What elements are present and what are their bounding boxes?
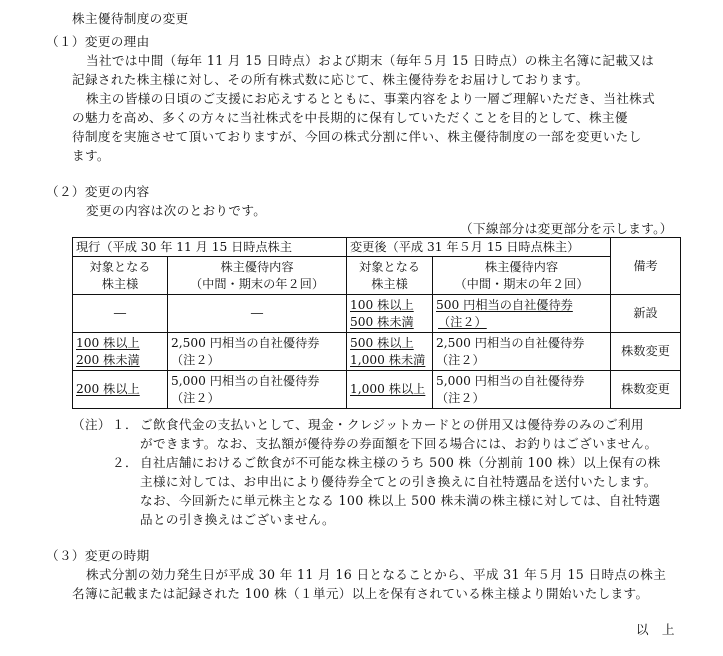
table-underline-note: （下線部分は変更部分を示します。） <box>460 221 673 236</box>
section3-line: 株式分割の効力発生日が平成 30 年 11 月 16 日となることから、平成 31 年５月 15 日時点の株主 <box>86 567 667 582</box>
table-row <box>73 295 681 333</box>
section1-paragraph-line: の魅力を高め、多くの方々に当社株式を中長期的に保有していただくことを目的として、株主優 <box>72 110 628 125</box>
cell-new-content: 5,000 円相当の自社優待券 （注２） <box>433 371 611 409</box>
cell-new-target: 500 株以上 1,000 株未満 <box>347 333 433 371</box>
col-header-target: 対象となる 株主様 <box>73 257 168 295</box>
col-header-target: 対象となる 株主様 <box>347 257 433 295</box>
section2-intro: 変更の内容は次のとおりです。 <box>86 203 267 218</box>
section1-paragraph-line: 待制度を実施させて頂いておりますが、今回の株式分割に伴い、株主優待制度の一部を変更いたし <box>72 129 642 144</box>
cell-remark: 株数変更 <box>611 371 681 409</box>
note-line: ご飲食代金の支払いとして、現金・クレジットカードとの併用又は優待券のみのご利用 <box>140 417 644 432</box>
cell-current-content: 5,000 円相当の自社優待券 （注２） <box>168 371 347 409</box>
col-header-content: 株主優待内容 （中間・期末の年２回） <box>433 257 611 295</box>
section1-paragraph-line: ます。 <box>72 148 110 163</box>
col-header-content: 株主優待内容 （中間・期末の年２回） <box>168 257 347 295</box>
remarks-header: 備考 <box>611 238 681 295</box>
table-row <box>73 333 681 371</box>
cell-new-content: 500 円相当の自社優待券 （注２） <box>433 295 611 333</box>
section3-line: 名簿に記載または記録された 100 株（１単元）以上を保有されている株主様より開始いたします。 <box>72 586 649 601</box>
cell-new-target: 1,000 株以上 <box>347 371 433 409</box>
cell-remark: 新設 <box>611 295 681 333</box>
cell-current-content: 2,500 円相当の自社優待券 （注２） <box>168 333 347 371</box>
cell-current-target: ― <box>73 295 168 333</box>
section3-heading: （３）変更の時期 <box>46 548 150 563</box>
section1-heading: （１）変更の理由 <box>46 34 150 49</box>
note-line: 自社店舗におけるご飲食が不可能な株主様のうち 500 株（分割前 100 株）以上保有の株 <box>140 455 661 470</box>
note-number: １． <box>112 417 138 432</box>
section1-paragraph-line: 記録された株主様に対し、その所有株式数に応じて、株主優待券をお届けしております。 <box>72 72 589 87</box>
section1-paragraph-line: 当社では中間（毎年 11 月 15 日時点）および期末（毎年５月 15 日時点）の株主名簿に記載又は <box>86 53 655 68</box>
cell-current-content: ― <box>168 295 347 333</box>
cell-new-content: 2,500 円相当の自社優待券 （注２） <box>433 333 611 371</box>
cell-new-target: 100 株以上 500 株未満 <box>347 295 433 333</box>
section2-heading: （２）変更の内容 <box>46 184 150 199</box>
after-header: 変更後（平成 31 年５月 15 日時点株主） <box>347 238 611 257</box>
document-title: 株主優待制度の変更 <box>72 11 189 26</box>
benefit-change-table <box>72 237 681 409</box>
note-line: 主様に対しては、お申出により優待券全てとの引き換えに自社特選品を送付いたします。 <box>140 474 657 489</box>
cell-current-target: 200 株以上 <box>73 371 168 409</box>
cell-remark: 株数変更 <box>611 333 681 371</box>
note-line: なお、今回新たに単元株主となる 100 株以上 500 株未満の株主様に対しては、自社特選 <box>140 493 661 508</box>
note-line: ができます。なお、支払額が優待券の券面額を下回る場合には、お釣りはございません。 <box>140 436 658 451</box>
current-header: 現行（平成 30 年 11 月 15 日時点株主 <box>73 238 347 257</box>
notes-label: （注） <box>72 417 111 432</box>
section1-paragraph-line: 株主の皆様の日頃のご支援にお応えするとともに、事業内容をより一層ご理解いただき、当社株式 <box>86 91 656 106</box>
note-number: ２． <box>112 455 138 470</box>
cell-current-target: 100 株以上 200 株未満 <box>73 333 168 371</box>
closing-mark: 以 上 <box>636 622 675 637</box>
note-line: 品との引き換えはございません。 <box>140 512 335 527</box>
table-row <box>73 371 681 409</box>
